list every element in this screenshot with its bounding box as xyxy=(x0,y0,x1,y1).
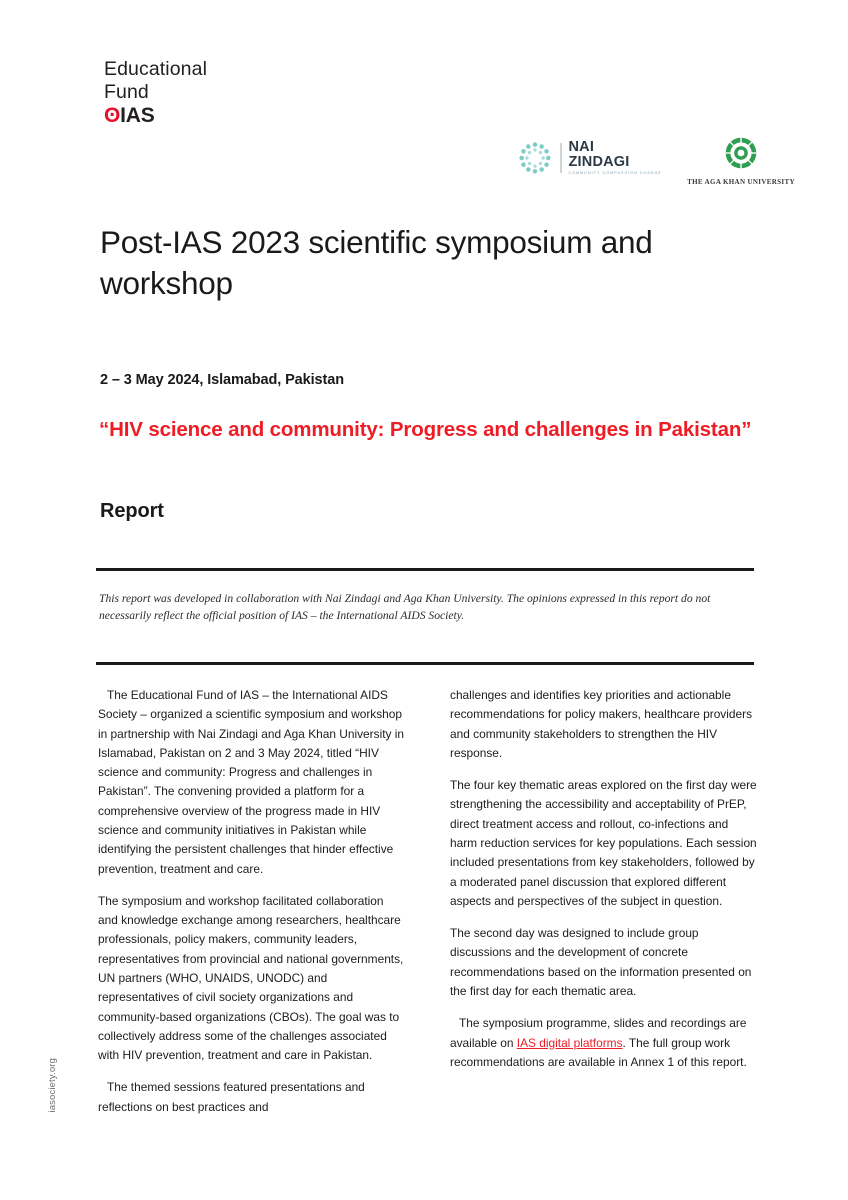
event-theme-title: “HIV science and community: Progress and challenges in Pakistan” xyxy=(99,418,752,441)
event-date-location: 2 – 3 May 2024, Islamabad, Pakistan xyxy=(100,372,344,388)
paragraph: The four key thematic areas explored on the first day were strengthening the accessibility and acceptability of PrEP, direct treatment access and rollout, co-infections and harm reduction services for key populations. Each session included presentations from key stakeholders, followed by a moderated panel discussion that explored different aspects and perspectives of the subject in question. xyxy=(450,778,757,908)
disclaimer-text: This report was developed in collaboration with Nai Zindagi and Aga Khan University. The opinions expressed in this report do not necessarily reflect the official position of IAS – the International AIDS Society. xyxy=(99,592,711,623)
divider-rule-top xyxy=(96,568,754,571)
nai-zindagi-wordmark xyxy=(569,140,662,176)
sidebar-website-url: iasociety.org xyxy=(46,1058,57,1113)
paragraph: The second day was designed to include group discussions and the development of concrete recommendations based on the information presented on the first day for each thematic area. xyxy=(450,926,752,998)
paragraph: The themed sessions featured presentations and reflections on best practices and xyxy=(98,1080,365,1114)
nai-zindagi-circle-icon xyxy=(517,140,553,176)
nai-tagline: COMMUNITY COMPASSION CHANGE xyxy=(568,171,662,176)
aids-ribbon-icon: ʘ xyxy=(104,104,121,127)
ias-educational-fund-logo xyxy=(104,60,207,126)
title-block xyxy=(100,222,760,305)
aga-khan-university-logo xyxy=(676,136,806,186)
nai-logo-divider xyxy=(560,143,562,173)
body-column-right xyxy=(450,686,758,1130)
paragraph: The symposium and workshop facilitated collaboration and knowledge exchange among researchers, healthcare professionals, policy makers, community leaders, representatives from provincial and national governments, UN partners (WHO, UNAIDS, UNODC) and representatives of civil society organizations and community-based organizations (CBOs). The goal was to collectively address some of the challenges associated with HIV prevention, treatment and care in Pakistan. xyxy=(98,893,404,1063)
nai-word-2: ZINDAGI xyxy=(568,153,630,170)
paragraph-text-after-link: . The full group work recommendations are available in Annex 1 of this report. xyxy=(450,1035,747,1069)
nai-word-1: NAI xyxy=(568,139,595,156)
nai-zindagi-logo xyxy=(517,140,662,176)
aga-khan-ring-icon xyxy=(724,157,758,174)
ias-logo-line-2: Fund xyxy=(104,80,149,103)
ias-digital-platforms-link[interactable]: IAS digital platforms xyxy=(516,1035,623,1050)
page-header xyxy=(0,52,848,186)
paragraph: The Educational Fund of IAS – the International AIDS Society – organized a scientific symposium and workshop in partnership with Nai Zindagi and Aga Khan University in Islamabad, Pakistan on 2 and 3 May 2024, titled “HIV science and community: Progress and challenges in Pakistan”. The convening provided a platform for a comprehensive overview of the progress made in HIV science and community initiatives in Pakistan while identifying the persistent challenges that hinder effective prevention, treatment and care. xyxy=(98,688,405,876)
body-column-left xyxy=(98,686,406,1130)
ias-logo-line-1: Educational xyxy=(104,58,208,80)
divider-rule-bottom xyxy=(96,662,754,665)
paragraph-text-before-link: The symposium programme, slides and recordings are available on xyxy=(450,1016,747,1050)
body-columns xyxy=(98,686,758,1130)
page-title: Post-IAS 2023 scientific symposium and workshop xyxy=(100,224,653,302)
paragraph: challenges and identifies key priorities and actionable recommendations for policy makers, healthcare providers and community stakeholders to strengthen the HIV response. xyxy=(450,688,753,760)
ias-acronym: IAS xyxy=(120,104,155,127)
paragraph-with-link xyxy=(450,1014,758,1072)
aga-khan-university-name: THE AGA KHAN UNIVERSITY xyxy=(687,178,795,186)
ias-logo-line-3 xyxy=(104,105,207,126)
section-heading-report: Report xyxy=(100,500,164,522)
